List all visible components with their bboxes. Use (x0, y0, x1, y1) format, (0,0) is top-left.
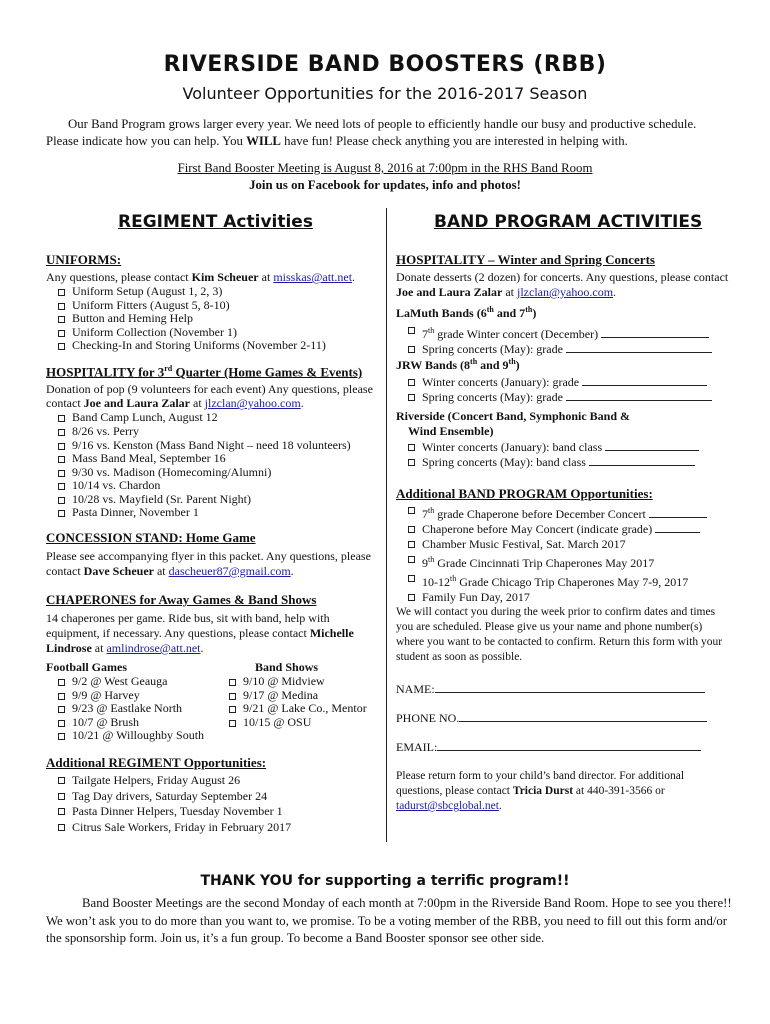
fill-in-line[interactable] (601, 327, 709, 338)
chaperones-heading: CHAPERONES for Away Games & Band Shows (46, 592, 317, 607)
list-item[interactable]: 7th grade Chaperone before December Concert (406, 503, 730, 522)
list-item[interactable]: 9/23 @ Eastlake North (56, 702, 246, 716)
lamuth-bands-heading: LaMuth Bands (6th and 7th) (396, 305, 537, 320)
band-shows-list (227, 675, 383, 729)
hospitality-concerts-email-link[interactable]: jlzclan@yahoo.com (517, 285, 614, 299)
hospitality-email-link[interactable]: jlzclan@yahoo.com (204, 396, 301, 411)
list-item[interactable]: 9/16 vs. Kenston (Mass Band Night – need 18 volunteers) (56, 439, 376, 453)
riverside-bands-heading-cont: Wind Ensemble) (408, 424, 494, 438)
fill-in-line[interactable] (566, 390, 712, 401)
list-item[interactable]: 10/14 vs. Chardon (56, 479, 376, 493)
name-field[interactable] (396, 682, 730, 696)
list-item[interactable]: 10/15 @ OSU (227, 716, 383, 730)
hospitality-concerts-contact-text: Donate desserts (2 dozen) for concerts. Any questions, please contact Joe and Laura Zalar at jlzclan@yahoo.com. (396, 270, 729, 299)
hospitality-regiment-contact-text: Donation of pop (9 volunteers for each event) Any questions, please contact Joe and Laura Zalar at jlzclan@yahoo.com. (46, 382, 373, 411)
list-item[interactable]: Tag Day drivers, Saturday September 24 (56, 789, 376, 805)
list-item[interactable]: 9th Grade Cincinnati Trip Chaperones May 2017 (406, 552, 730, 571)
checkbox[interactable] (58, 415, 65, 422)
list-item[interactable]: Winter concerts (January): band class (406, 440, 730, 455)
checkbox[interactable] (58, 289, 65, 296)
closing-paragraph: Band Booster Meetings are the second Monday of each month at 7:00pm in the Riverside Band Room. Hope to see you there!! We won’t ask you to do more than you want to, we promise. To be a voting member of the RBB, you need to fill out this form and/or the sponsorship form. Join us, it’s a fun group. To become a Band Booster sponsor see other side. (46, 896, 732, 945)
phone-label: PHONE NO. (396, 711, 460, 725)
additional-band-program-heading: Additional BAND PROGRAM Opportunities: (396, 486, 653, 501)
checkbox[interactable] (58, 793, 65, 800)
checkbox[interactable] (229, 720, 236, 727)
checkbox[interactable] (58, 824, 65, 831)
jrw-bands-heading: JRW Bands (8th and 9th) (396, 357, 520, 372)
list-item[interactable]: Tailgate Helpers, Friday August 26 (56, 773, 376, 789)
list-item[interactable]: 9/21 @ Lake Co., Mentor (227, 702, 383, 716)
return-email-link[interactable]: tadurst@sbcglobal.net (396, 800, 499, 812)
checkbox[interactable] (408, 459, 415, 466)
jrw-bands-list (406, 375, 730, 405)
regiment-column-title: REGIMENT Activities (118, 212, 313, 232)
fill-in-line[interactable] (655, 522, 700, 533)
lamuth-bands-section (396, 305, 730, 357)
additional-band-program-list (406, 503, 730, 605)
fill-in-line[interactable] (605, 440, 699, 451)
checkbox[interactable] (58, 693, 65, 700)
football-games-section (46, 660, 246, 743)
hospitality-regiment-section (46, 364, 376, 520)
chaperones-section (46, 592, 378, 656)
list-item[interactable]: 8/26 vs. Perry (56, 425, 376, 439)
checkbox[interactable] (58, 429, 65, 436)
list-item[interactable]: Band Camp Lunch, August 12 (56, 411, 376, 425)
checkbox[interactable] (58, 777, 65, 784)
list-item[interactable]: 7th grade Winter concert (December) (406, 323, 730, 342)
list-item[interactable]: Uniform Collection (November 1) (56, 326, 376, 340)
checkbox[interactable] (58, 733, 65, 740)
jrw-bands-section (396, 357, 730, 405)
list-item[interactable]: Uniform Fitters (August 5, 8-10) (56, 299, 376, 313)
additional-band-program-section (396, 486, 730, 605)
column-divider (386, 208, 387, 842)
concession-heading: CONCESSION STAND: Home Game (46, 530, 256, 545)
band-program-column-title: BAND PROGRAM ACTIVITIES (434, 212, 703, 232)
checkbox[interactable] (58, 303, 65, 310)
checkbox[interactable] (408, 507, 415, 514)
checkbox[interactable] (58, 470, 65, 477)
list-item[interactable]: 9/9 @ Harvey (56, 689, 246, 703)
list-item[interactable]: Spring concerts (May): band class (406, 455, 730, 470)
uniforms-list (56, 285, 376, 353)
checkbox[interactable] (58, 456, 65, 463)
email-input-line[interactable] (437, 740, 701, 751)
additional-regiment-section (46, 755, 376, 835)
uniforms-heading: UNIFORMS: (46, 252, 122, 267)
checkbox[interactable] (408, 327, 415, 334)
checkbox[interactable] (58, 510, 65, 517)
checkbox[interactable] (58, 720, 65, 727)
hospitality-concerts-heading: HOSPITALITY – Winter and Spring Concerts (396, 252, 655, 267)
checkbox[interactable] (58, 316, 65, 323)
hospitality-regiment-list (56, 411, 376, 520)
fill-in-line[interactable] (589, 455, 695, 466)
list-item[interactable]: 9/10 @ Midview (227, 675, 383, 689)
list-item[interactable]: Chamber Music Festival, Sat. March 2017 (406, 537, 730, 552)
return-form-note: Please return form to your child’s band director. For additional questions, please contact Tricia Durst at 440-391-3566 or tadurst@sbcglobal.net. (396, 770, 685, 812)
checkbox[interactable] (408, 594, 415, 601)
checkbox[interactable] (408, 541, 415, 548)
checkbox[interactable] (58, 497, 65, 504)
page-subtitle: Volunteer Opportunities for the 2016-2017 Season (182, 84, 588, 103)
list-item[interactable]: 10/28 vs. Mayfield (Sr. Parent Night) (56, 493, 376, 507)
list-item[interactable]: Citrus Sale Workers, Friday in February 2017 (56, 820, 376, 836)
list-item[interactable]: Winter concerts (January): grade (406, 375, 730, 390)
band-shows-heading: Band Shows (255, 660, 319, 674)
lamuth-bands-list (406, 323, 730, 357)
list-item[interactable]: Chaperone before May Concert (indicate grade) (406, 522, 730, 537)
list-item[interactable]: Pasta Dinner Helpers, Tuesday November 1 (56, 804, 376, 820)
list-item[interactable]: 9/2 @ West Geauga (56, 675, 246, 689)
band-shows-section (243, 660, 383, 729)
email-field[interactable] (396, 740, 730, 754)
page-title: RIVERSIDE BAND BOOSTERS (RBB) (163, 52, 607, 77)
fill-in-line[interactable] (649, 507, 707, 518)
name-input-line[interactable] (435, 682, 705, 693)
checkbox[interactable] (58, 679, 65, 686)
intro-paragraph: Our Band Program grows larger every year. We need lots of people to efficiently handle our busy and productive schedule. Please indicate how you can help. You WILL have fun! Please check anything you are interested in helping with. (46, 117, 697, 148)
riverside-bands-list (406, 440, 730, 470)
hospitality-concerts-section (396, 252, 730, 300)
contact-confirmation-note: We will contact you during the week prior to confirm dates and times you are scheduled. Please give us your name and phone number(s) where you want to be contacted to confirm. Return this form with your student as soon as possible. (396, 606, 723, 663)
facebook-notice: Join us on Facebook for updates, info and photos! (249, 178, 521, 192)
checkbox[interactable] (58, 706, 65, 713)
first-meeting-notice: First Band Booster Meeting is August 8, 2016 at 7:00pm in the RHS Band Room (177, 161, 593, 175)
fill-in-line[interactable] (582, 375, 707, 386)
uniforms-section (46, 252, 376, 353)
uniforms-contact-text: Any questions, please contact Kim Scheuer at misskas@att.net. (46, 270, 356, 284)
list-item[interactable]: Button and Heming Help (56, 312, 376, 326)
list-item[interactable]: 10/7 @ Brush (56, 716, 246, 730)
additional-regiment-list (56, 773, 376, 835)
thank-you-heading: THANK YOU for supporting a terrific program!! (200, 873, 570, 889)
list-item[interactable]: Family Fun Day, 2017 (406, 590, 730, 605)
checkbox[interactable] (58, 443, 65, 450)
riverside-bands-heading: Riverside (Concert Band, Symphonic Band & (396, 409, 631, 423)
checkbox[interactable] (58, 330, 65, 337)
list-item[interactable]: 10-12th Grade Chicago Trip Chaperones May 7-9, 2017 (406, 571, 730, 590)
uniforms-email-link[interactable]: misskas@att.net (273, 270, 353, 284)
checkbox[interactable] (408, 379, 415, 386)
checkbox[interactable] (408, 575, 415, 582)
name-label: NAME: (396, 682, 435, 696)
concession-section (46, 530, 376, 579)
phone-input-line[interactable] (459, 711, 707, 722)
list-item[interactable]: Spring concerts (May): grade (406, 342, 730, 357)
list-item[interactable]: Mass Band Meal, September 16 (56, 452, 376, 466)
additional-regiment-heading: Additional REGIMENT Opportunities: (46, 755, 267, 770)
checkbox[interactable] (58, 808, 65, 815)
list-item[interactable]: 9/17 @ Medina (227, 689, 383, 703)
checkbox[interactable] (58, 343, 65, 350)
football-games-list (56, 675, 246, 743)
hospitality-regiment-heading: HOSPITALITY for 3rd Quarter (Home Games & Events) (46, 364, 363, 380)
checkbox[interactable] (408, 526, 415, 533)
list-item[interactable]: Pasta Dinner, November 1 (56, 506, 376, 520)
checkbox[interactable] (229, 693, 236, 700)
concession-contact-text: Please see accompanying flyer in this packet. Any questions, please contact Dave Scheuer at dascheuer87@gmail.com. (46, 549, 371, 578)
list-item[interactable]: 10/21 @ Willoughby South (56, 729, 246, 743)
football-games-heading: Football Games (46, 660, 127, 674)
list-item[interactable]: Uniform Setup (August 1, 2, 3) (56, 285, 376, 299)
email-label: EMAIL: (396, 740, 438, 754)
chaperones-contact-text: 14 chaperones per game. Ride bus, sit with band, help with equipment, if necessary. Any questions, please contact Michelle Lindrose at amlindrose@att.net. (46, 611, 354, 655)
checkbox[interactable] (408, 556, 415, 563)
checkbox[interactable] (229, 706, 236, 713)
chaperones-email-link[interactable]: amlindrose@att.net (106, 641, 201, 655)
checkbox[interactable] (408, 394, 415, 401)
phone-field[interactable] (396, 711, 730, 725)
checkbox[interactable] (229, 679, 236, 686)
list-item[interactable]: Spring concerts (May): grade (406, 390, 730, 405)
checkbox[interactable] (58, 483, 65, 490)
list-item[interactable]: Checking-In and Storing Uniforms (November 2-11) (56, 339, 376, 353)
concession-email-link[interactable]: dascheuer87@gmail.com (168, 564, 291, 578)
riverside-bands-section (396, 409, 730, 470)
list-item[interactable]: 9/30 vs. Madison (Homecoming/Alumni) (56, 466, 376, 480)
fill-in-line[interactable] (566, 342, 712, 353)
checkbox[interactable] (408, 444, 415, 451)
checkbox[interactable] (408, 346, 415, 353)
